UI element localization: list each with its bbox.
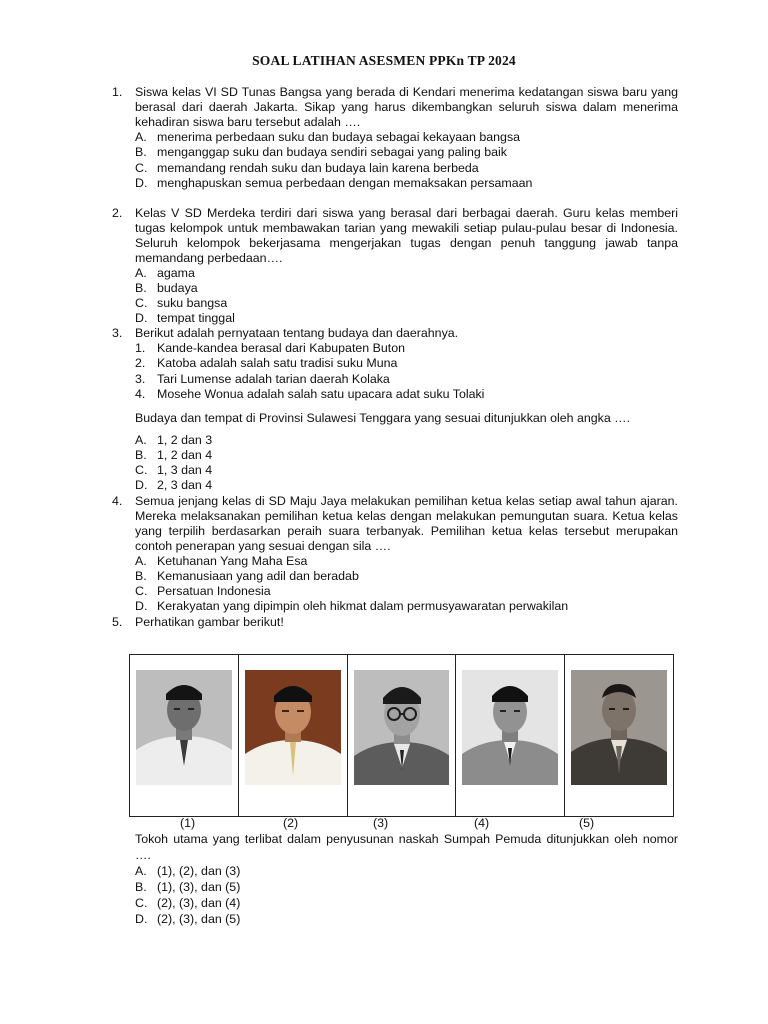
- q5-option-a-letter: A.: [135, 864, 147, 878]
- q3-number: 3.: [112, 326, 123, 340]
- q5-option-d[interactable]: [135, 912, 240, 927]
- q3-statement-3-number: 3.: [135, 372, 146, 386]
- portrait-caption-5: (5): [579, 816, 595, 830]
- portrait-caption-4: (4): [474, 816, 490, 830]
- portrait-cell-4: [456, 655, 565, 816]
- q5-intro: Perhatikan gambar berikut!: [135, 615, 284, 629]
- q2-option-c-text: suku bangsa: [157, 296, 228, 310]
- q4-option-b-letter: B.: [135, 569, 147, 583]
- q3-statement-1-number: 1.: [135, 341, 146, 355]
- q3-option-d[interactable]: [135, 478, 212, 493]
- q3-option-a-letter: A.: [135, 433, 147, 447]
- q1-option-a-text: menerima perbedaan suku dan budaya sebagai kekayaan bangsa: [157, 130, 521, 144]
- portrait-cell-1: [130, 655, 239, 816]
- q3-statement-2: [135, 356, 397, 371]
- q2-line-2: tugas kelompok untuk membawakan tarian yang mewakili setiap pulau-pulau besar di Indonesia.: [135, 221, 678, 235]
- portrait-caption-2: (2): [283, 816, 299, 830]
- q5-option-a-text: (1), (2), dan (3): [157, 864, 241, 878]
- portrait-cell-5: [565, 655, 673, 816]
- q2-option-a[interactable]: [135, 266, 195, 281]
- q4-line-3: yang terpilih berdasarkan peraih suara terbanyak. Pemilihan ketua kelas tersebut merupakan: [135, 524, 678, 538]
- portrait-photo-4: [462, 670, 558, 785]
- q4-option-a-text: Ketuhanan Yang Maha Esa: [157, 554, 308, 568]
- q2-option-d-text: tempat tinggal: [157, 311, 235, 325]
- q4-option-d[interactable]: [135, 599, 568, 614]
- q1-line-1: Siswa kelas VI SD Tunas Bangsa yang berada di Kendari menerima kedatangan siswa baru yang: [135, 85, 678, 99]
- q4-line-1: Semua jenjang kelas di SD Maju Jaya melakukan pemilihan ketua kelas setiap awal tahun ajaran.: [135, 494, 678, 508]
- q2-line-4: memandang perbedaan….: [135, 251, 283, 265]
- q3-option-d-text: 2, 3 dan 4: [157, 478, 213, 492]
- q4-line-4: contoh penerapan yang sesuai dengan sila ….: [135, 539, 391, 553]
- q4-number: 4.: [112, 494, 123, 508]
- q4-option-c-text: Persatuan Indonesia: [157, 584, 271, 598]
- q1-option-b-letter: B.: [135, 145, 147, 159]
- q2-option-b-letter: B.: [135, 281, 147, 295]
- q2-option-b[interactable]: [135, 281, 198, 296]
- q3-statement-2-number: 2.: [135, 356, 146, 370]
- q5-option-b[interactable]: [135, 880, 240, 895]
- portrait-gallery: [129, 654, 674, 817]
- q1-option-b-text: menganggap suku dan budaya sendiri sebagai yang paling baik: [157, 145, 507, 159]
- q5-number: 5.: [112, 615, 123, 629]
- q2-option-d[interactable]: [135, 311, 235, 326]
- q3-option-b-text: 1, 2 dan 4: [157, 448, 213, 462]
- q3-option-c-text: 1, 3 dan 4: [157, 463, 213, 477]
- q3-statement-1: [135, 341, 405, 356]
- q1-line-2: berasal dari daerah Jakarta. Sikap yang harus dikembangkan seluruh siswa dalam menerima: [135, 100, 678, 114]
- q4-option-c[interactable]: [135, 584, 271, 599]
- q3-option-a[interactable]: [135, 433, 212, 448]
- q3-intro: Berikut adalah pernyataan tentang budaya dan daerahnya.: [135, 326, 459, 340]
- q1-option-b[interactable]: [135, 145, 507, 160]
- q3-option-c-letter: C.: [135, 463, 148, 477]
- q3-statement-1-text: Kande-kandea berasal dari Kabupaten Buton: [157, 341, 406, 355]
- q5-option-c[interactable]: [135, 896, 240, 911]
- q1-option-c[interactable]: [135, 161, 479, 176]
- q3-option-b[interactable]: [135, 448, 212, 463]
- portrait-photo-3: [354, 670, 450, 785]
- q1-option-d-text: menghapuskan semua perbedaan dengan memaksakan persamaan: [157, 176, 533, 190]
- q1-number: 1.: [112, 85, 123, 99]
- q3-option-c[interactable]: [135, 463, 212, 478]
- q1-line-3: kehadiran siswa baru tersebut adalah ….: [135, 115, 361, 129]
- q4-option-b-text: Kemanusiaan yang adil dan beradab: [157, 569, 359, 583]
- q5-option-c-text: (2), (3), dan (4): [157, 896, 241, 910]
- portrait-cell-2: [239, 655, 348, 816]
- q4-option-a-letter: A.: [135, 554, 147, 568]
- q2-option-a-letter: A.: [135, 266, 147, 280]
- q4-option-d-letter: D.: [135, 599, 148, 613]
- q5-option-c-letter: C.: [135, 896, 148, 910]
- q4-option-c-letter: C.: [135, 584, 148, 598]
- q5-option-d-letter: D.: [135, 912, 148, 926]
- q3-statement-3-text: Tari Lumense adalah tarian daerah Kolaka: [157, 372, 390, 386]
- q5-option-b-letter: B.: [135, 880, 147, 894]
- portrait-caption-1: (1): [180, 816, 196, 830]
- q4-option-d-text: Kerakyatan yang dipimpin oleh hikmat dalam permusyawaratan perwakilan: [157, 599, 569, 613]
- q2-option-c-letter: C.: [135, 296, 148, 310]
- q2-number: 2.: [112, 206, 123, 220]
- q1-option-d[interactable]: [135, 176, 532, 191]
- page-title: SOAL LATIHAN ASESMEN PPKn TP 2024: [252, 53, 516, 68]
- q2-line-3: Seluruh kelompok bekerjasama mengerjakan tugas dengan penuh tanggung jawab tanpa: [135, 236, 678, 250]
- q2-option-b-text: budaya: [157, 281, 198, 295]
- q3-statement-4-number: 4.: [135, 387, 146, 401]
- q4-option-a[interactable]: [135, 554, 307, 569]
- q1-option-a[interactable]: [135, 130, 520, 145]
- q5-option-d-text: (2), (3), dan (5): [157, 912, 241, 926]
- q1-option-a-letter: A.: [135, 130, 147, 144]
- q1-option-d-letter: D.: [135, 176, 148, 190]
- q3-option-d-letter: D.: [135, 478, 148, 492]
- q3-statement-4-text: Mosehe Wonua adalah salah satu upacara adat suku Tolaki: [157, 387, 485, 401]
- q3-statement-2-text: Katoba adalah salah satu tradisi suku Muna: [157, 356, 398, 370]
- portrait-photo-2: [245, 670, 341, 785]
- q2-option-a-text: agama: [157, 266, 195, 280]
- q2-line-1: Kelas V SD Merdeka terdiri dari siswa yang berasal dari berbagai daerah. Guru kelas memberi: [135, 206, 678, 220]
- q4-option-b[interactable]: [135, 569, 359, 584]
- q2-option-c[interactable]: [135, 296, 227, 311]
- q1-option-c-text: memandang rendah suku dan budaya lain karena berbeda: [157, 161, 479, 175]
- q5-option-a[interactable]: [135, 864, 240, 879]
- q5-line-1: Tokoh utama yang terlibat dalam penyusunan naskah Sumpah Pemuda ditunjukkan oleh nomor: [135, 832, 678, 846]
- q3-question: Budaya dan tempat di Provinsi Sulawesi Tenggara yang sesuai ditunjukkan oleh angka ….: [135, 411, 631, 425]
- q4-line-2: Mereka melaksanakan pemilihan ketua kelas dengan melakukan pemungutan suara. Ketua kelas: [135, 509, 678, 523]
- portrait-cell-3: [348, 655, 457, 816]
- q2-option-d-letter: D.: [135, 311, 148, 325]
- q3-statement-4: [135, 387, 484, 402]
- portrait-photo-1: [136, 670, 232, 785]
- q3-option-a-text: 1, 2 dan 3: [157, 433, 213, 447]
- q1-option-c-letter: C.: [135, 161, 148, 175]
- q3-statement-3: [135, 372, 390, 387]
- q5-line-2: ….: [135, 848, 151, 862]
- portrait-photo-5: [571, 670, 667, 785]
- q5-option-b-text: (1), (3), dan (5): [157, 880, 241, 894]
- q3-option-b-letter: B.: [135, 448, 147, 462]
- portrait-caption-3: (3): [373, 816, 389, 830]
